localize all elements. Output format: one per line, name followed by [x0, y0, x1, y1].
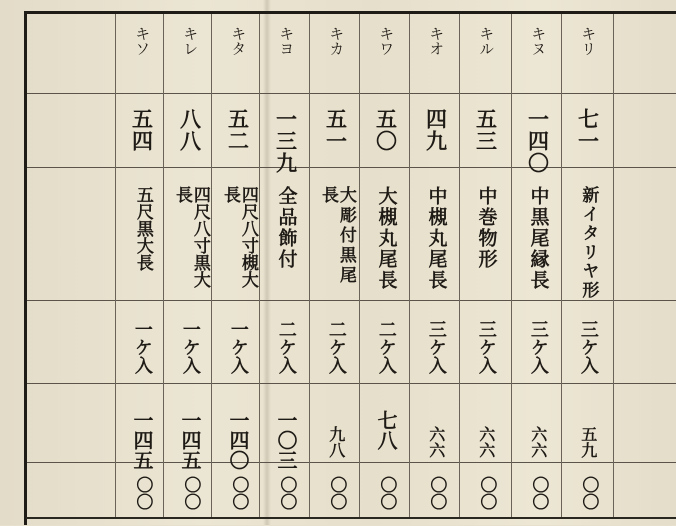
item-size: 八八: [177, 108, 203, 152]
item-mark: 〇〇: [426, 476, 447, 510]
item-price: 六六: [528, 426, 548, 458]
item-size: 七一: [575, 108, 601, 152]
item-name: 全品飾付: [275, 186, 298, 270]
item-quantity: 一ケ入: [227, 320, 249, 374]
item-size: 五四: [129, 108, 155, 152]
item-mark: 〇〇: [228, 476, 249, 510]
item-mark: 〇〇: [578, 476, 599, 510]
item-column: [312, 14, 360, 514]
item-column: [262, 14, 310, 514]
item-size: 五一: [323, 108, 349, 152]
item-code: キワ: [377, 26, 396, 56]
item-price: 六六: [476, 426, 496, 458]
item-price: 五九: [578, 426, 598, 458]
item-quantity: 三ケ入: [475, 320, 497, 374]
item-code: キリ: [579, 26, 598, 56]
item-size: 五三: [473, 108, 499, 152]
item-price: 六六: [426, 426, 446, 458]
item-mark: 〇〇: [132, 476, 153, 510]
item-quantity: 二ケ入: [325, 320, 347, 374]
item-name: 五尺黒大長: [132, 186, 153, 271]
column-divider: [613, 14, 614, 517]
item-code: キソ: [133, 26, 152, 56]
item-column: [118, 14, 166, 514]
item-code: キカ: [327, 26, 346, 56]
item-size: 四九: [423, 108, 449, 152]
item-name: 新イタリヤ形: [578, 186, 599, 300]
item-name: 大槻丸尾長: [375, 186, 398, 291]
item-name: 中槻丸尾長: [425, 186, 448, 291]
item-quantity: 三ケ入: [527, 320, 549, 374]
item-mark: 〇〇: [326, 476, 347, 510]
item-code: キレ: [181, 26, 200, 56]
item-mark: 〇〇: [476, 476, 497, 510]
item-mark: 〇〇: [376, 476, 397, 510]
item-column: [166, 14, 214, 514]
item-code: キオ: [427, 26, 446, 56]
item-quantity: 二ケ入: [275, 320, 297, 374]
item-name: 中巻物形: [475, 186, 498, 270]
item-code: キタ: [229, 26, 248, 56]
item-code: キル: [477, 26, 496, 56]
item-quantity: 一ケ入: [179, 320, 201, 374]
item-quantity: 二ケ入: [375, 320, 397, 374]
item-mark: 〇〇: [528, 476, 549, 510]
item-price: 一四五: [130, 410, 154, 470]
item-mark: 〇〇: [180, 476, 201, 510]
item-size: 一四〇: [525, 108, 551, 174]
item-name: 中黒尾縁長: [527, 186, 550, 291]
item-size: 一三九: [273, 108, 299, 174]
item-column: [514, 14, 562, 514]
frame-left-rule: [24, 11, 27, 525]
item-price: 一四五: [178, 410, 202, 470]
item-price: 一〇三: [274, 410, 298, 470]
item-column: [362, 14, 410, 514]
item-column: [564, 14, 612, 514]
item-column: [214, 14, 262, 514]
item-mark: 〇〇: [276, 476, 297, 510]
item-price: 一四〇: [226, 410, 250, 470]
item-price: 七八: [374, 410, 398, 450]
column-divider: [115, 14, 116, 517]
item-name: 四尺八寸槻大長: [220, 186, 258, 288]
item-name: 四尺八寸黒大長: [172, 186, 210, 288]
item-code: キヨ: [277, 26, 296, 56]
item-quantity: 三ケ入: [577, 320, 599, 374]
item-quantity: 一ケ入: [131, 320, 153, 374]
item-size: 五〇: [373, 108, 399, 152]
column-divider: [511, 14, 512, 517]
item-column: [412, 14, 460, 514]
item-size: 五二: [225, 108, 251, 152]
item-price: 九八: [326, 426, 346, 458]
item-name: 大彫付黒尾長: [318, 186, 356, 286]
item-code: キヌ: [529, 26, 548, 56]
item-quantity: 三ケ入: [425, 320, 447, 374]
item-column: [462, 14, 510, 514]
